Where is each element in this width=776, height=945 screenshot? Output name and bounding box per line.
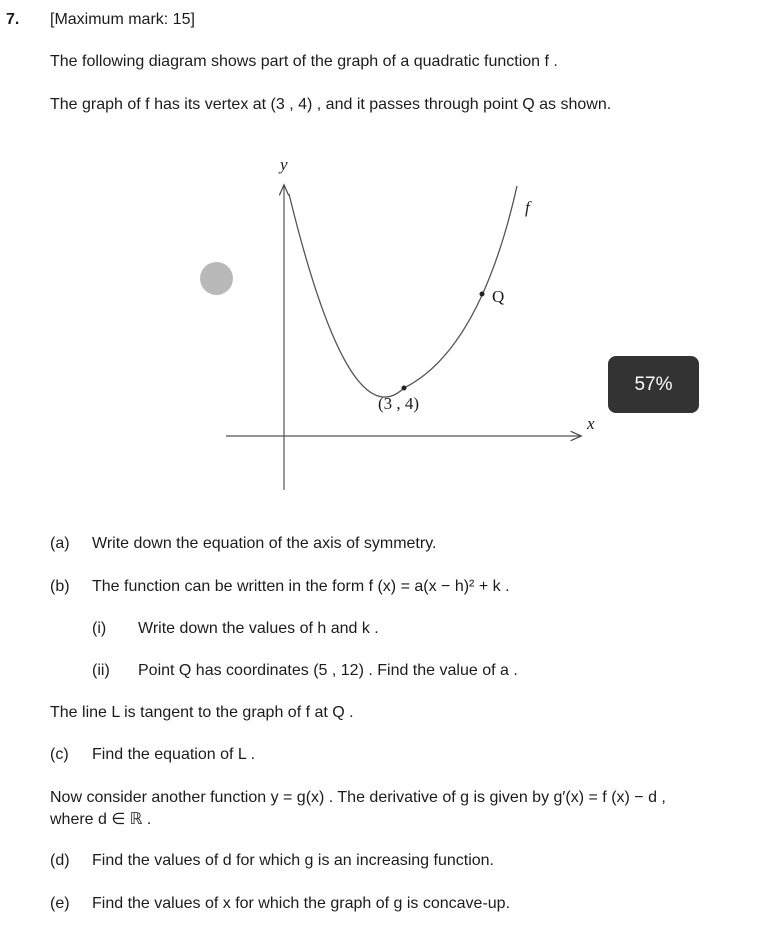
part-c-text: Find the equation of L . bbox=[92, 746, 256, 763]
y-axis-label: y bbox=[280, 155, 288, 174]
part-a-label: (a) bbox=[50, 535, 70, 552]
x-axis-label: x bbox=[587, 414, 595, 433]
part-b-ii-label: (ii) bbox=[92, 662, 110, 679]
part-d-text: Find the values of d for which g is an increasing function. bbox=[92, 852, 494, 869]
part-b-text: The function can be written in the form f (x) = a(x − h)² + k . bbox=[92, 578, 510, 595]
parabola-curve bbox=[289, 186, 517, 397]
now-consider-line-1: Now consider another function y = g(x) . The derivative of g is given by g′(x) = f (x) − d , bbox=[50, 789, 666, 806]
part-d-label: (d) bbox=[50, 852, 70, 869]
part-b-i-label: (i) bbox=[92, 620, 107, 637]
part-b-i-text: Write down the values of h and k . bbox=[138, 620, 379, 637]
part-a-text: Write down the equation of the axis of symmetry. bbox=[92, 535, 437, 552]
intro-line-1: The following diagram shows part of the graph of a quadratic function f . bbox=[50, 53, 558, 70]
part-c-label: (c) bbox=[50, 746, 69, 763]
vertex-label: (3 , 4) bbox=[378, 394, 420, 413]
record-indicator-dot[interactable] bbox=[200, 262, 233, 295]
max-mark: [Maximum mark: 15] bbox=[50, 11, 195, 28]
part-b-label: (b) bbox=[50, 578, 70, 595]
part-e-label: (e) bbox=[50, 895, 70, 912]
zoom-percentage-badge: 57% bbox=[608, 356, 699, 413]
intro-line-2: The graph of f has its vertex at (3 , 4) , and it passes through point Q as shown. bbox=[50, 96, 612, 113]
part-e-text: Find the values of x for which the graph of g is concave-up. bbox=[92, 895, 511, 912]
question-number: 7. bbox=[6, 11, 20, 28]
part-b-ii-text: Point Q has coordinates (5 , 12) . Find the value of a . bbox=[138, 662, 518, 679]
point-q bbox=[480, 292, 485, 297]
q-point-label: Q bbox=[492, 287, 505, 306]
tangent-statement: The line L is tangent to the graph of f at Q . bbox=[50, 704, 354, 721]
now-consider-line-2: where d ∈ ℝ . bbox=[50, 811, 152, 828]
vertex-point bbox=[402, 386, 407, 391]
f-curve-label: f bbox=[525, 198, 530, 217]
